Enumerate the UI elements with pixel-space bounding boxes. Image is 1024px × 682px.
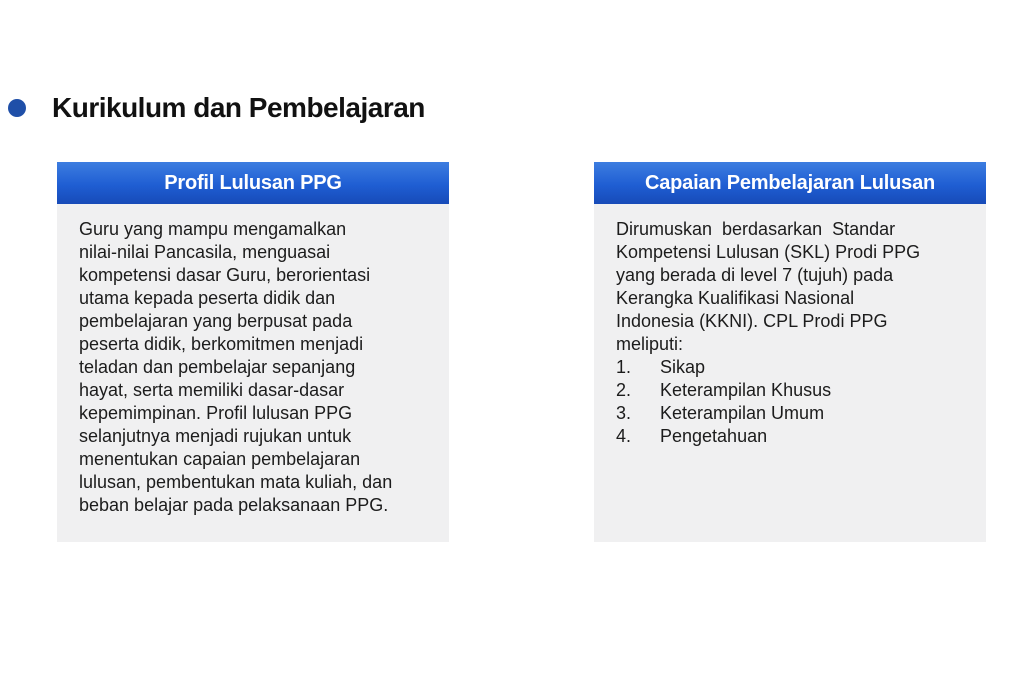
list-item-text: Keterampilan Khusus	[660, 380, 832, 400]
card-body-profil-lulusan	[57, 204, 449, 517]
body-line: peserta didik, berkomitmen menjadi	[79, 334, 364, 354]
body-line: beban belajar pada pelaksanaan PPG.	[79, 495, 389, 515]
capaian-pembelajaran-paragraph	[616, 218, 968, 356]
body-line: hayat, serta memiliki dasar-dasar	[79, 380, 345, 400]
page-title: Kurikulum dan Pembelajaran	[52, 92, 425, 123]
body-line: utama kepada peserta didik dan	[79, 288, 336, 308]
body-line: pembelajaran yang berpusat pada	[79, 311, 353, 331]
body-line: Indonesia (KKNI). CPL Prodi PPG	[616, 311, 888, 331]
body-line: menentukan capaian pembelajaran	[79, 449, 361, 469]
card-header-capaian-pembelajaran: Capaian Pembelajaran Lulusan	[594, 162, 986, 204]
list-item	[616, 402, 968, 425]
list-item-number: 4.	[616, 426, 632, 446]
body-line: yang berada di level 7 (tujuh) pada	[616, 265, 894, 285]
section-heading	[8, 86, 425, 130]
list-item-text: Sikap	[660, 357, 706, 377]
card-profil-lulusan	[57, 162, 449, 542]
list-item	[616, 356, 968, 379]
card-body-capaian-pembelajaran	[594, 204, 986, 448]
list-item-number: 3.	[616, 403, 632, 423]
body-line: selanjutnya menjadi rujukan untuk	[79, 426, 352, 446]
profil-lulusan-paragraph	[79, 218, 431, 517]
card-capaian-pembelajaran	[594, 162, 986, 542]
body-line: kepemimpinan. Profil lulusan PPG	[79, 403, 353, 423]
body-line: Guru yang mampu mengamalkan	[79, 219, 347, 239]
card-header-profil-lulusan: Profil Lulusan PPG	[57, 162, 449, 204]
cpl-list	[616, 356, 968, 448]
list-item-number: 2.	[616, 380, 632, 400]
list-item-number: 1.	[616, 357, 632, 377]
list-item	[616, 379, 968, 402]
body-line: Kerangka Kualifikasi Nasional	[616, 288, 855, 308]
body-line: Kompetensi Lulusan (SKL) Prodi PPG	[616, 242, 921, 262]
body-line: Dirumuskan berdasarkan Standar	[616, 219, 896, 239]
list-item-text: Keterampilan Umum	[660, 403, 825, 423]
body-line: kompetensi dasar Guru, berorientasi	[79, 265, 371, 285]
list-item	[616, 425, 968, 448]
body-line: lulusan, pembentukan mata kuliah, dan	[79, 472, 393, 492]
list-item-text: Pengetahuan	[660, 426, 768, 446]
body-line: meliputi:	[616, 334, 684, 354]
body-line: teladan dan pembelajar sepanjang	[79, 357, 356, 377]
bullet-dot-icon	[8, 99, 26, 117]
body-line: nilai-nilai Pancasila, menguasai	[79, 242, 331, 262]
